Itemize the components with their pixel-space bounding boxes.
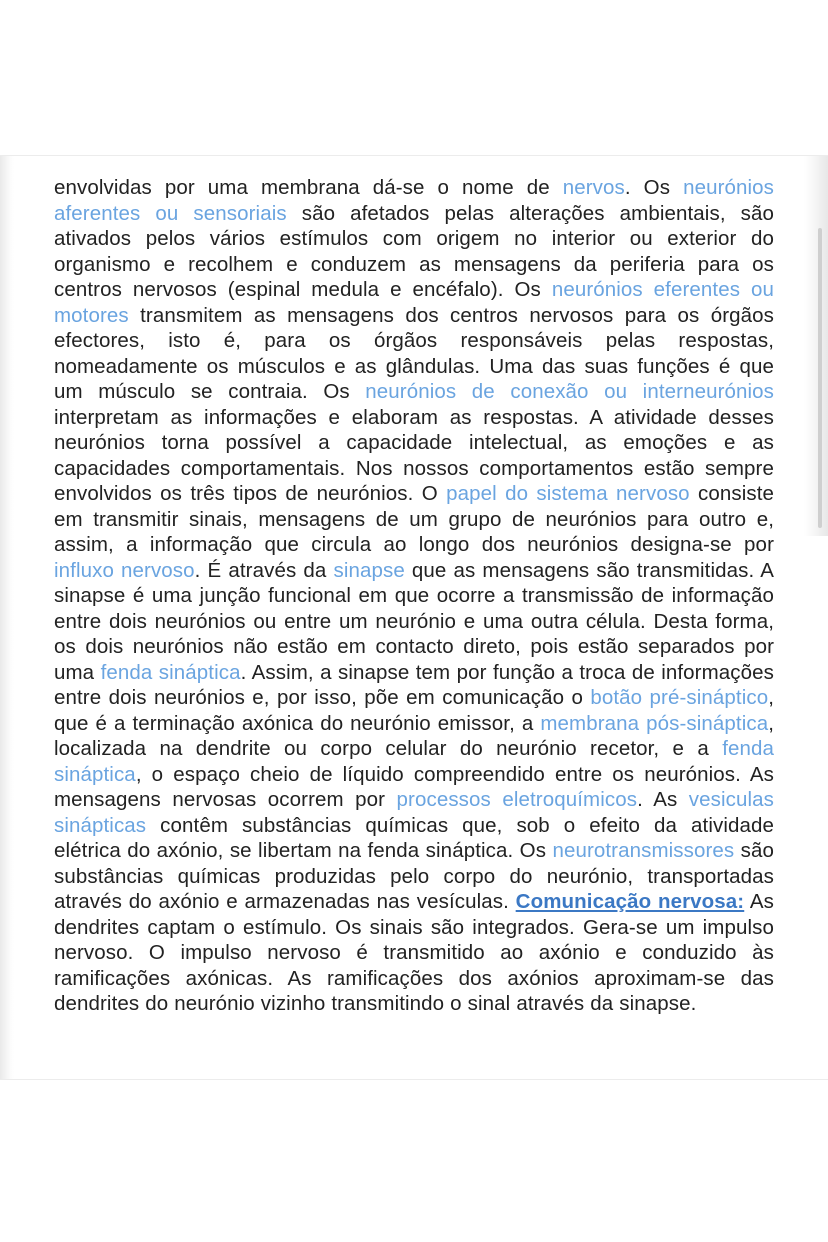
document-text: [54, 175, 774, 1017]
page-edge-shadow-left: [0, 156, 14, 1079]
page-edge-shadow-right: [804, 156, 828, 536]
body-paragraph: envolvidas por uma membrana dá-se o nome de nervos. Os neurónios aferentes ou sensoriais são afetados pelas alterações ambientais, são ativados pelos vários estímulos com origem no interior ou exterior do organismo e recolhem e conduzem as mensagens da periferia para os centros nervosos (espinal medula e encéfalo). Os neurónios eferentes ou motores transmitem as mensagens dos centros nervosos para os órgãos efectores, isto é, para os órgãos responsáveis pelas respostas, nomeadamente os músculos e as glândulas. Uma das suas funções é que um músculo se contraia. Os neurónios de conexão ou interneurónios interpretam as informações e elaboram as respostas. A atividade desses neurónios torna possível a capacidade intelectual, as emoções e as capacidades comportamentais. Nos nossos comportamentos estão sempre envolvidos os três tipos de neurónios. O papel do sistema nervoso consiste em transmitir sinais, mensagens de um grupo de neurónios para outro e, assim, a informação que circula ao longo dos neurónios designa-se por influxo nervoso. É através da sinapse que as mensagens são transmitidas. A sinapse é uma junção funcional em que ocorre a transmissão de informação entre dois neurónios ou entre um neurónio e uma outra célula. Desta forma, os dois neurónios não estão em contacto direto, pois estão separados por uma fenda sináptica. Assim, a sinapse tem por função a troca de informações entre dois neurónios e, por isso, põe em comunicação o botão pré-sináptico, que é a terminação axónica do neurónio emissor, a membrana pós-sináptica, localizada na dendrite ou corpo celular do neurónio recetor, e a fenda sináptica, o espaço cheio de líquido compreendido entre os neurónios. As mensagens nervosas ocorrem por processos eletroquímicos. As vesiculas sinápticas contêm substâncias químicas que, sob o efeito da atividade elétrica do axónio, se libertam na fenda sináptica. Os neurotransmissores são substâncias químicas produzidas pelo corpo do neurónio, transportadas através do axónio e armazenadas nas vesículas. Comunicação nervosa: As dendrites captam o estímulo. Os sinais são integrados. Gera-se um impulso nervoso. O impulso nervoso é transmitido ao axónio e conduzido às ramificações axónicas. As ramificações dos axónios aproximam-se das dendrites do neurónio vizinho transmitindo o sinal através da sinapse.: [54, 176, 775, 1015]
vertical-scrollbar[interactable]: [818, 228, 822, 528]
